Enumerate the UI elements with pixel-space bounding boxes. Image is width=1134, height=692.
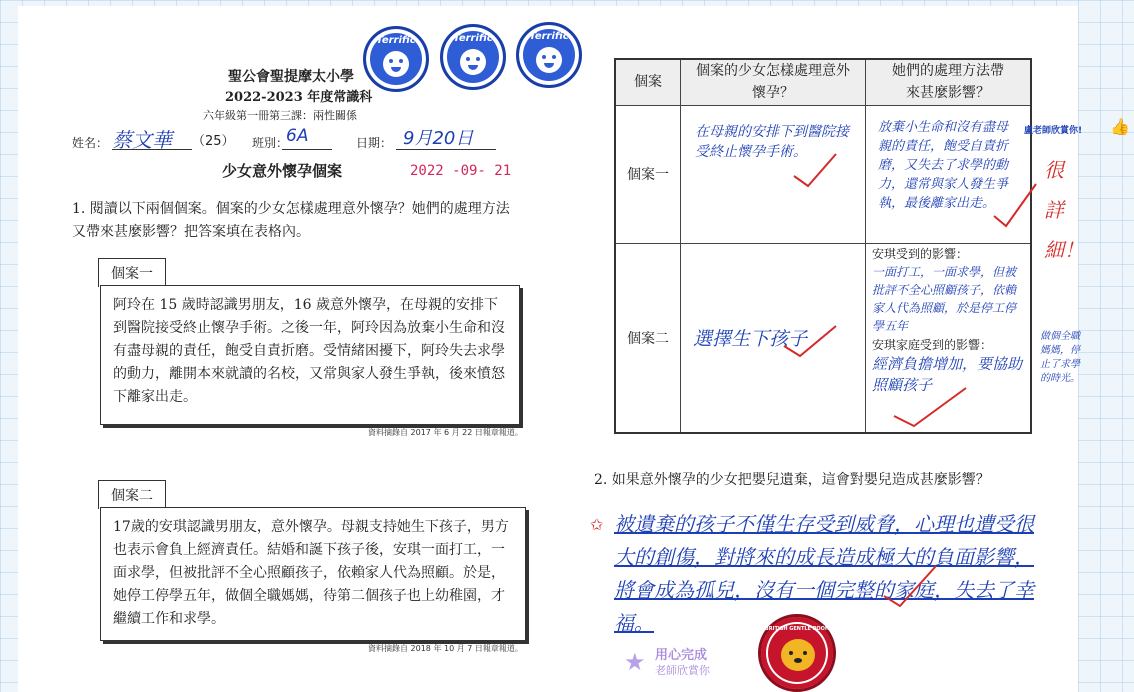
table-header-effect: 她們的處理方法帶來甚麼影響？ (866, 59, 1032, 105)
table-header-case: 個案 (615, 59, 681, 105)
teacher-comment: 很詳細！ (1044, 158, 1084, 262)
terrific-stamp-icon: Terrific (363, 26, 429, 92)
answer-text: 被遺棄的孩子不僅生存受到威脅，心理也遭受很大的創傷，對將來的成長造成極大的負面影響，將會成為孤兒，沒有一個完整的家庭，失去了幸福。 (614, 512, 1034, 635)
date-label: 日期： (356, 136, 393, 150)
student-name: 蔡文華 (112, 128, 172, 152)
case-2-tab: 個案二 (98, 480, 166, 509)
margin-note: 做個全職媽媽，停止了求學的時光。 (1040, 331, 1080, 384)
row-2-label: 個案二 (615, 243, 681, 433)
table-header-method: 個案的少女怎樣處理意外懷孕？ (681, 59, 866, 105)
terrific-stamp-icon: Terrific (516, 22, 582, 88)
class-number: （25） (192, 134, 235, 149)
name-label: 姓名： (72, 136, 109, 150)
star-icon: ✩ (590, 515, 604, 534)
case-1-source: 資料摘錄自 2017 年 6 月 22 日報章報道。 (368, 428, 523, 437)
sticker-text-2: 老師欣賞你 (655, 664, 710, 677)
case-1-text: 阿玲在 15 歲時認識男朋友，16 歲意外懷孕，在母親的安排下到醫院接受終止懷孕手術。之後一年，阿玲因為放棄小生命和沒有盡母親的責任，飽受自責折磨。受情緒困擾下，阿玲失去求學的動力，離開本來就讀的名校，又常與家人發生爭執，後來憤怒下離家出走。 (113, 297, 505, 405)
row-2-effect-label-1: 安琪受到的影響： (872, 246, 969, 261)
question-2: 2. 如果意外懷孕的少女把嬰兒遺棄，這會對嬰兒造成甚麼影響？ (594, 472, 990, 488)
check-mark-icon (990, 180, 1040, 230)
row-2-effect-text-1: 一面打工，一面求學，但被批評不全心照顧孩子，依賴家人代為照顧，於是停工停學五年 (872, 264, 1017, 333)
row-1-label: 個案一 (615, 105, 681, 243)
thumbs-up-icon: 👍 (1110, 117, 1130, 136)
date-line (396, 149, 496, 150)
case-2-source: 資料摘錄自 2018 年 10 月 7 日報章報道。 (368, 644, 523, 653)
check-mark-icon (880, 560, 940, 610)
star-sticker-icon: ★ (624, 648, 646, 676)
case-1-box (100, 285, 520, 425)
date-value: 9月20日 (403, 128, 474, 149)
class-label: 班別： (252, 136, 289, 150)
question-2-answer (614, 508, 1034, 640)
teacher-appreciate: 盧老師欣賞你! (1024, 126, 1083, 136)
question-1: 1. 閱讀以下兩個個案。個案的少女怎樣處理意外懷孕？她們的處理方法又帶來甚麼影響？把答案填在表格內。 (72, 201, 510, 240)
terrific-stamp-icon: Terrific (440, 24, 506, 90)
row-2-effect-label-2: 安琪家庭受到的影響： (872, 337, 993, 352)
badge-text: BRITISH GENTLE POOH (764, 626, 830, 632)
check-mark-icon (890, 380, 970, 430)
bear-face-icon (781, 639, 815, 671)
case-2-text: 17歲的安琪認識男朋友，意外懷孕。母親支持她生下孩子，男方也表示會負上經濟責任。結婚和誕下孩子後，安琪一面打工，一面求學，但被批評不全心照顧孩子，依賴家人代為照顧。於是，她停工停學五年，做個全職媽媽，待第二個孩子也上幼稚園，才繼續工作和求學。 (113, 519, 509, 627)
case-2-box (100, 507, 526, 641)
class-value: 6A (286, 126, 309, 146)
sticker-text-1: 用心完成 (655, 648, 708, 663)
class-line (282, 149, 332, 150)
row-2-effect-text-2: 經濟負擔增加，要協助照顧孩子 (872, 354, 1023, 394)
row-1-effect: 放棄小生命和沒有盡母親的責任，飽受自責折磨，又失去了求學的動力，還常與家人發生爭執，最後離家出走。 (878, 119, 1009, 211)
year-subject: 2022-2023 年度常識科 (225, 90, 373, 105)
worksheet-title: 少女意外懷孕個案 (222, 162, 343, 180)
date-stamp: 2022 -09- 21 (410, 163, 512, 179)
row-1-method: 在母親的安排下到醫院接受終止懷孕手術。 (695, 123, 849, 160)
name-line (112, 149, 192, 150)
answer-table (614, 58, 1032, 434)
row-2-method: 選擇生下孩子 (693, 328, 808, 351)
case-1-tab: 個案一 (98, 258, 166, 287)
pooh-badge-icon (758, 614, 836, 692)
check-mark-icon (790, 150, 840, 190)
lesson-title: 六年級第一冊第三課：兩性關係 (203, 109, 357, 122)
school-name: 聖公會聖提摩太小學 (228, 69, 354, 85)
check-mark-icon (780, 320, 840, 360)
